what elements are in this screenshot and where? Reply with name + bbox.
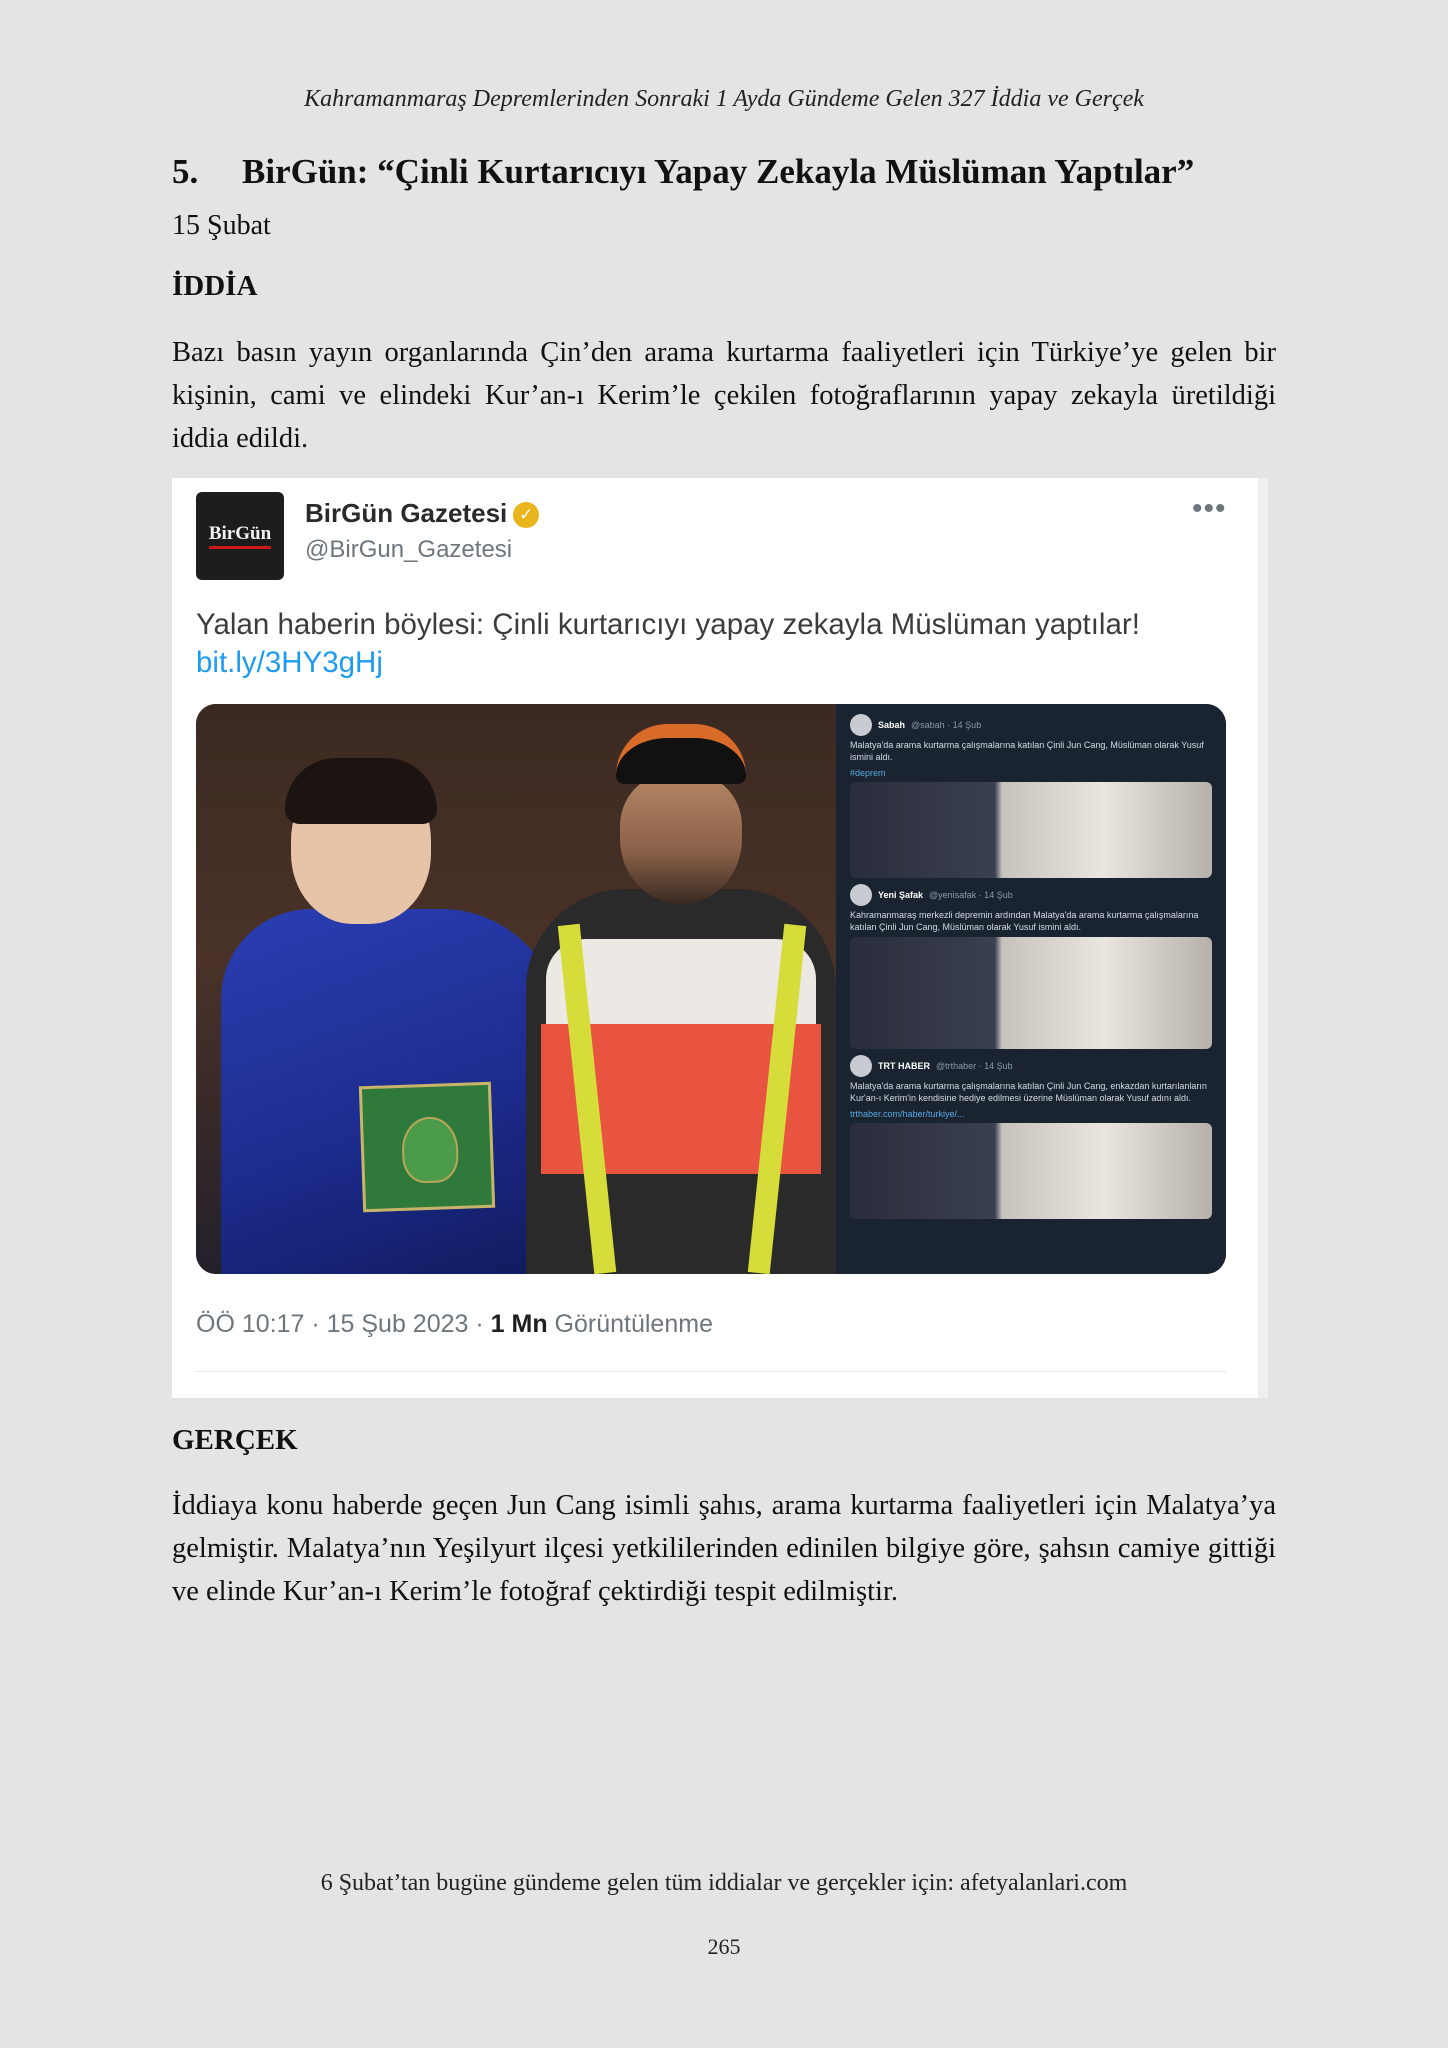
tweet-link: bit.ly/3HY3gHj	[196, 646, 383, 679]
iddia-heading: İDDİA	[172, 270, 258, 302]
page-number: 265	[707, 1934, 741, 1959]
section-title-text: BirGün: “Çinli Kurtarıcıyı Yapay Zekayla Müslüman Yaptılar”	[242, 152, 1195, 191]
news-avatar	[850, 1055, 872, 1077]
section-title	[172, 152, 1322, 192]
tweet-timestamp: ÖÖ 10:17 · 15 Şub 2023 ·	[196, 1310, 484, 1338]
collage-of-news-tweets	[836, 704, 1226, 1274]
news-photo	[850, 937, 1212, 1049]
tweet-divider	[196, 1371, 1226, 1372]
more-options-icon: •••	[1192, 492, 1227, 525]
embedded-news-tweet: TRT HABER @trthaber · 14 Şub Malatya'da arama kurtarma çalışmalarına katılan Çinli Jun Cang, enkazdan kurtarılanların Kur'an-ı Kerim'in kendisine hediye edilmesi üzerine Müslüman olarak Yusuf adını aldı. trthaber.com/haber/turkiye/...	[850, 1055, 1212, 1219]
embedded-news-tweet: Sabah @sabah · 14 Şub Malatya'da arama kurtarma çalışmalarına katılan Çinli Jun Cang, Müslüman olarak Yusuf ismini aldı. #deprem	[850, 714, 1212, 878]
tweet-media-image	[196, 704, 1226, 1274]
news-avatar	[850, 714, 872, 736]
section-date: 15 Şubat	[172, 210, 271, 241]
running-header: Kahramanmaraş Depremlerinden Sonraki 1 Ayda Gündeme Gelen 327 İddia ve Gerçek	[304, 86, 1144, 112]
photo-two-people	[196, 704, 836, 1274]
tweet-author-name	[305, 498, 539, 529]
embedded-tweet-screenshot	[172, 478, 1268, 1398]
author-name-text: BirGün Gazetesi	[305, 498, 508, 528]
person-in-blue-jacket	[221, 764, 561, 1274]
tweet-text: Yalan haberin böylesi: Çinli kurtarıcıyı yapay zekayla Müslüman yaptılar!	[196, 608, 1140, 641]
tweet-view-count: 1 Mn	[490, 1310, 548, 1338]
news-photo	[850, 782, 1212, 878]
iddia-paragraph: Bazı basın yayın organlarında Çin’den arama kurtarma faaliyetleri için Türkiye’ye gelen bir kişinin, cami ve elindeki Kur’an-ı Kerim’le çekilen fotoğraflarının yapay zekayla üretildiği iddia edildi.	[172, 337, 1276, 454]
section-number: 5.	[172, 152, 199, 191]
tweet-footer	[196, 1310, 713, 1339]
verified-badge-icon: ✓	[513, 502, 539, 528]
avatar-logo-text: BirGün	[209, 523, 271, 549]
embedded-news-tweet: Yeni Şafak @yenisafak · 14 Şub Kahramanmaraş merkezli depremin ardından Malatya'da arama kurtarma çalışmalarına katılan Çinli Jun Cang, Müslüman olarak Yusuf ismini aldı.	[850, 884, 1212, 1049]
news-photo	[850, 1123, 1212, 1219]
gercek-heading: GERÇEK	[172, 1424, 298, 1456]
quran-book	[359, 1082, 495, 1213]
tweet-view-label: Görüntülenme	[554, 1310, 713, 1338]
news-avatar	[850, 884, 872, 906]
footer-note: 6 Şubat’tan bugüne gündeme gelen tüm iddialar ve gerçekler için: afetyalanlari.com	[320, 1870, 1128, 1896]
tweet-avatar	[196, 492, 284, 580]
tweet-author-handle: @BirGun_Gazetesi	[305, 536, 513, 563]
gercek-paragraph: İddiaya konu haberde geçen Jun Cang isimli şahıs, arama kurtarma faaliyetleri için Malatya’ya gelmiştir. Malatya’nın Yeşilyurt ilçesi yetkililerinden edinilen bilgiye göre, şahsın camiye gittiği ve elinde Kur’an-ı Kerim’le fotoğraf çektirdiği tespit edilmiştir.	[172, 1490, 1276, 1607]
person-in-rescue-vest	[516, 724, 836, 1274]
